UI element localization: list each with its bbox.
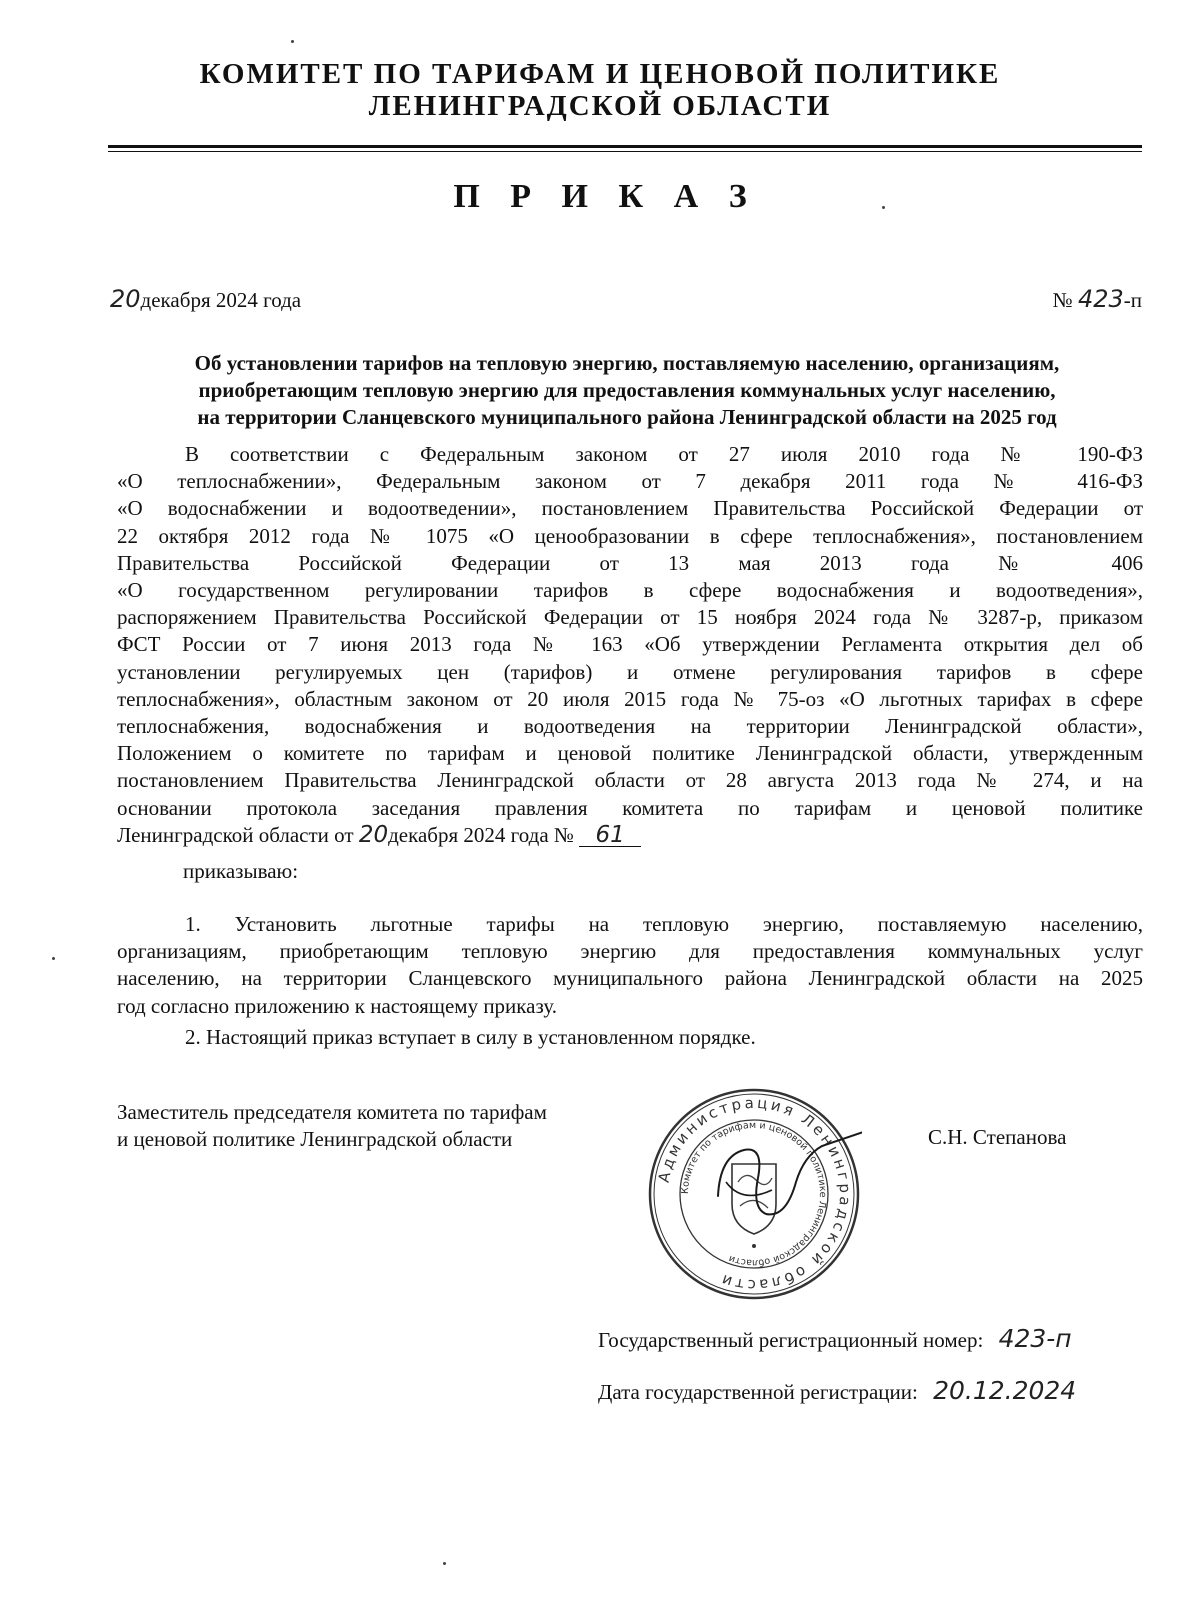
official-seal-graphic: [646, 1086, 862, 1302]
preamble-line: «О теплоснабжении», Федеральным законом от 7 декабря 2011 года № 416-ФЗ: [117, 469, 1143, 494]
seal-outer-text: Администрация Ленинградской области: [654, 1093, 855, 1295]
order-number: [1053, 286, 1142, 314]
order-item-2: 2. Настоящий приказ вступает в силу в установленном порядке.: [185, 1025, 756, 1049]
order-subject: [110, 350, 1144, 431]
official-seal: [646, 1086, 862, 1302]
order-subject-line: на территории Сланцевского муниципального района Ленинградской области на 2025 год: [197, 405, 1057, 429]
item1-line: год согласно приложению к настоящему приказу.: [117, 993, 558, 1018]
item1-line: населению, на территории Сланцевского муниципального района Ленинградской области на 2025: [117, 966, 1143, 991]
preamble-line: Правительства Российской Федерации от 13 мая 2013 года № 406: [117, 550, 1143, 575]
seal-inner-text: Комитет по тарифам и ценовой политике Ленинградской области: [679, 1119, 829, 1269]
order-number-suffix: -п: [1123, 288, 1142, 312]
registration-number-row: [598, 1325, 1072, 1354]
preamble-line: ФСТ России от 7 июня 2013 года № 163 «Об утверждении Регламента открытия дел об: [117, 632, 1143, 657]
order-word: приказываю:: [183, 859, 299, 883]
order-item-1: [117, 911, 1143, 1020]
signatory-position: [117, 1099, 547, 1153]
registration-number-label: Государственный регистрационный номер:: [598, 1328, 984, 1352]
scan-speck: [882, 206, 885, 209]
order-number-prefix: №: [1052, 288, 1073, 312]
order-date-day-handwritten: 20: [110, 285, 141, 313]
scan-speck: [52, 957, 55, 960]
preamble-line: 22 октября 2012 года № 1075 «О ценообразовании в сфере теплоснабжения», постановлением: [117, 523, 1143, 548]
registration-number-handwritten: 423-п: [998, 1324, 1072, 1353]
order-date: [110, 286, 301, 314]
header-rule-thin: [108, 151, 1142, 152]
preamble-line: распоряжением Правительства Российской Федерации от 15 ноября 2024 года № 3287-р, приказом: [117, 605, 1143, 630]
signatory-position-line2: и ценовой политике Ленинградской области: [117, 1127, 513, 1151]
preamble-line: В соответствии с Федеральным законом от 27 июля 2010 года № 190-ФЗ: [185, 442, 1143, 466]
preamble-line: постановлением Правительства Ленинградской области от 28 августа 2013 года № 274, и на: [117, 768, 1143, 793]
preamble-line: основании протокола заседания правления комитета по тарифам и ценовой политике: [117, 795, 1143, 820]
preamble-last-line: [117, 822, 1143, 849]
item1-line: организациям, приобретающим тепловую энергию для предоставления коммунальных услуг: [117, 939, 1143, 964]
preamble-line: установлении регулируемых цен (тарифов) и отмене регулирования тарифов в сфере: [117, 659, 1143, 684]
preamble-last-before: Ленинградской области от: [117, 822, 354, 847]
preamble-line: «О государственном регулировании тарифов в сфере водоснабжения и водоотведения»,: [117, 578, 1143, 603]
order-subject-line: приобретающим тепловую энергию для предоставления коммунальных услуг населению,: [198, 378, 1056, 402]
committee-name-line2: ЛЕНИНГРАДСКОЙ ОБЛАСТИ: [368, 90, 832, 122]
registration-date-handwritten: 20.12.2024: [933, 1376, 1077, 1405]
scan-speck: [443, 1562, 446, 1565]
header-rule-thick: [108, 145, 1142, 148]
order-date-text: декабря 2024 года: [140, 288, 302, 312]
preamble-line: «О водоснабжении и водоотведении», постановлением Правительства Российской Федерации от: [117, 496, 1143, 521]
protocol-day-handwritten: 20: [358, 821, 389, 848]
preamble-line: теплоснабжения, водоснабжения и водоотведения на территории Ленинградской области»,: [117, 714, 1143, 739]
preamble-line: Положением о комитете по тарифам и ценовой политике Ленинградской области, утвержденным: [117, 741, 1143, 766]
preamble-line: теплоснабжения», областным законом от 20 июля 2015 года № 75-оз «О льготных тарифах в сфере: [117, 686, 1143, 711]
item1-line: 1. Установить льготные тарифы на тепловую энергию, поставляемую населению,: [185, 912, 1143, 936]
order-subject-line: Об установлении тарифов на тепловую энергию, поставляемую населению, организациям,: [194, 351, 1060, 375]
preamble-paragraph: [117, 441, 1143, 849]
committee-name-line1: КОМИТЕТ ПО ТАРИФАМ И ЦЕНОВОЙ ПОЛИТИКЕ: [199, 58, 1001, 90]
order-number-handwritten: 423: [1077, 285, 1124, 313]
registration-date-label: Дата государственной регистрации:: [598, 1380, 918, 1404]
signatory-name: С.Н. Степанова: [928, 1125, 1067, 1149]
scan-speck: [291, 40, 294, 43]
protocol-number-handwritten: 61: [579, 824, 641, 847]
signatory-position-line1: Заместитель председателя комитета по тарифам: [117, 1100, 547, 1124]
registration-date-row: [598, 1377, 1076, 1406]
preamble-last-middle: декабря 2024 года №: [388, 822, 574, 847]
document-type-title: П Р И К А З: [453, 178, 758, 215]
